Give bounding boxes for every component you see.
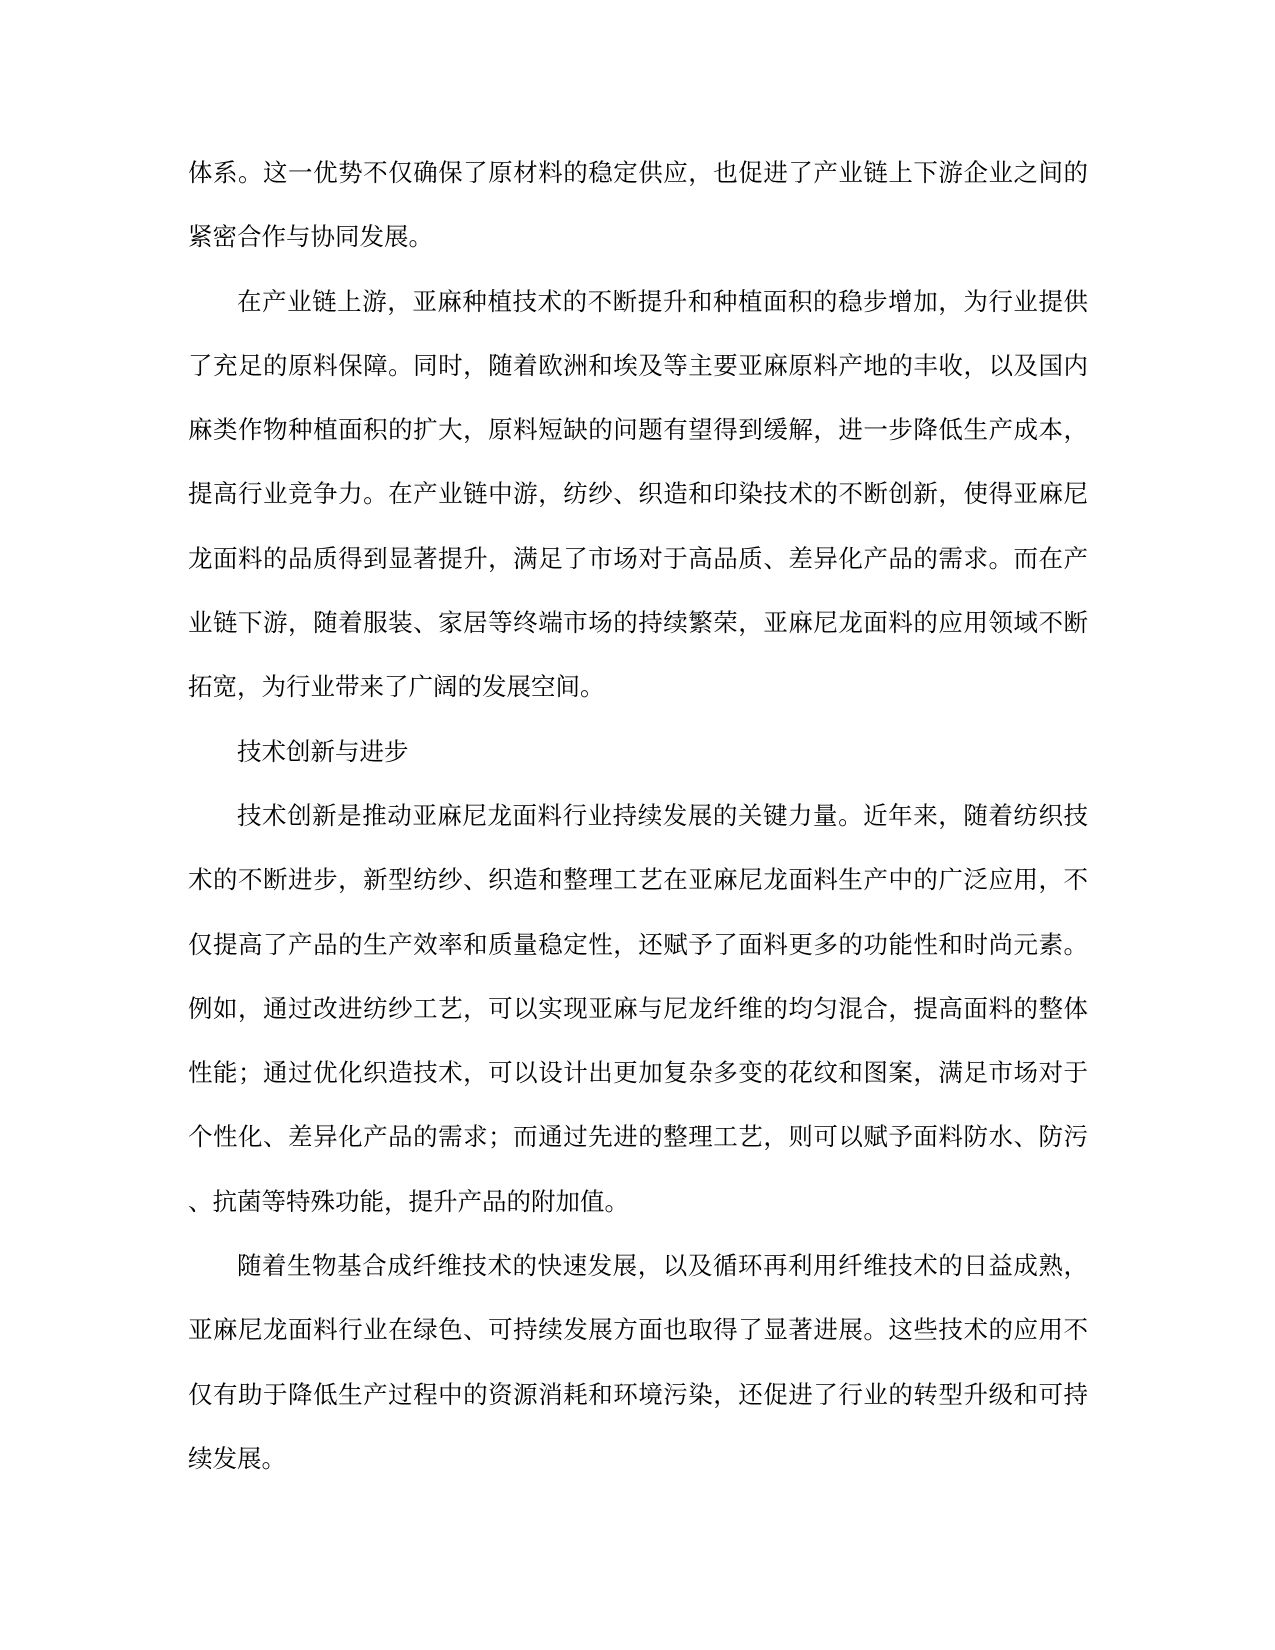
document-line: 了充足的原料保障。同时，随着欧洲和埃及等主要亚麻原料产地的丰收，以及国内 [188, 352, 1088, 380]
document-line: 在产业链上游，亚麻种植技术的不断提升和种植面积的稳步增加，为行业提供 [237, 288, 1088, 316]
document-line: 龙面料的品质得到显著提升，满足了市场对于高品质、差异化产品的需求。而在产 [188, 545, 1088, 573]
document-line: 、抗菌等特殊功能，提升产品的附加值。 [188, 1188, 629, 1216]
document-line: 拓宽，为行业带来了广阔的发展空间。 [188, 674, 605, 702]
document-line: 业链下游，随着服装、家居等终端市场的持续繁荣，亚麻尼龙面料的应用领域不断 [188, 610, 1088, 638]
text-block [188, 142, 1088, 1492]
document-line: 提高行业竞争力。在产业链中游，纺纱、织造和印染技术的不断创新，使得亚麻尼 [188, 481, 1088, 509]
document-line: 体系。这一优势不仅确保了原材料的稳定供应，也促进了产业链上下游企业之间的 [188, 160, 1088, 187]
document-line: 仅有助于降低生产过程中的资源消耗和环境污染，还促进了行业的转型升级和可持 [188, 1381, 1088, 1409]
document-line: 技术创新与进步 [237, 738, 409, 766]
document-line: 紧密合作与协同发展。 [188, 224, 433, 252]
document-line: 麻类作物种植面积的扩大，原料短缺的问题有望得到缓解，进一步降低生产成本， [188, 417, 1088, 445]
document-line: 个性化、差异化产品的需求；而通过先进的整理工艺，则可以赋予面料防水、防污 [188, 1124, 1088, 1152]
document-line: 仅提高了产品的生产效率和质量稳定性，还赋予了面料更多的功能性和时尚元素。 [188, 931, 1088, 959]
document-line: 性能；通过优化织造技术，可以设计出更加复杂多变的花纹和图案，满足市场对于 [188, 1060, 1088, 1088]
document-line: 技术创新是推动亚麻尼龙面料行业持续发展的关键力量。近年来，随着纺织技 [237, 802, 1088, 830]
document-line: 随着生物基合成纤维技术的快速发展，以及循环再利用纤维技术的日益成熟， [237, 1253, 1088, 1281]
document-line: 例如，通过改进纺纱工艺，可以实现亚麻与尼龙纤维的均匀混合，提高面料的整体 [188, 995, 1088, 1023]
document-line: 亚麻尼龙面料行业在绿色、可持续发展方面也取得了显著进展。这些技术的应用不 [188, 1317, 1088, 1345]
document-line: 术的不断进步，新型纺纱、织造和整理工艺在亚麻尼龙面料生产中的广泛应用，不 [188, 867, 1088, 895]
document-line: 续发展。 [188, 1445, 286, 1473]
